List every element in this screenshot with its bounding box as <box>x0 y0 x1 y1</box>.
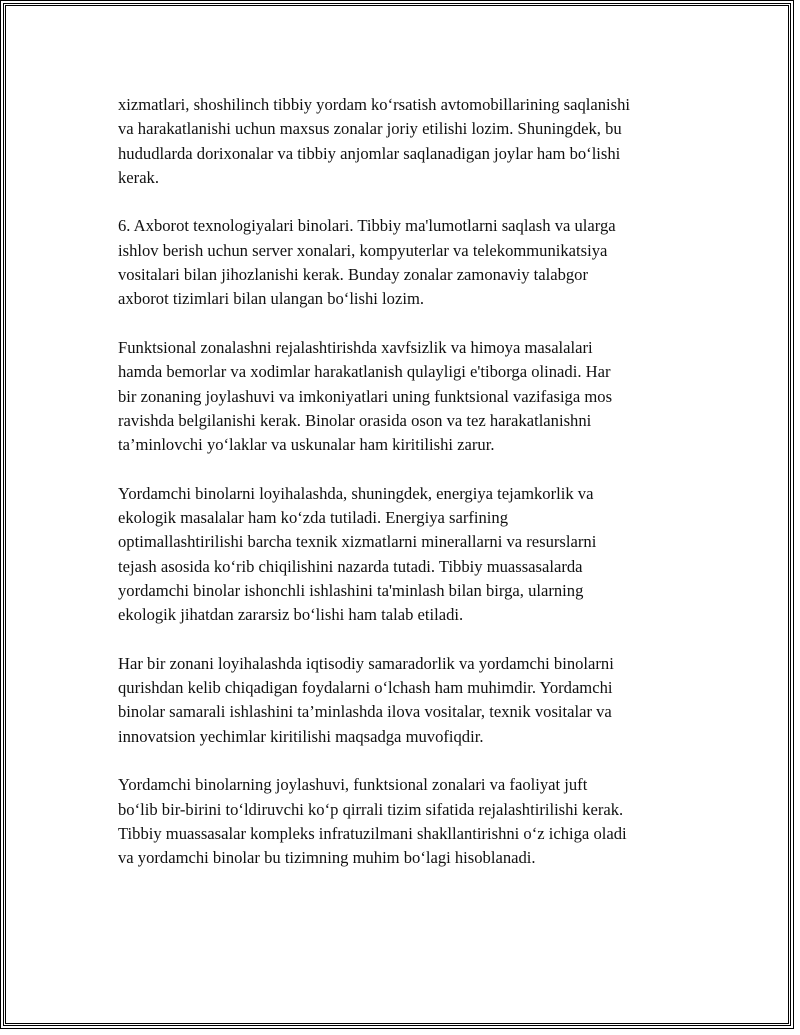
paragraph-3 <box>118 336 708 457</box>
text-line: hududlarda dorixonalar va tibbiy anjomlar saqlanadigan joylar ham bo‘lishi <box>118 143 621 163</box>
text-line: kerak. <box>118 167 159 187</box>
text-line: yordamchi binolar ishonchli ishlashini ta'minlash bilan birga, ularning <box>118 580 584 600</box>
text-line: innovatsion yechimlar kiritilishi maqsadga muvofiqdir. <box>118 726 484 746</box>
text-line: Funktsional zonalashni rejalashtirishda xavfsizlik va himoya masalalari <box>118 337 593 357</box>
text-line: ekologik jihatdan zararsiz bo‘lishi ham talab etiladi. <box>118 605 464 625</box>
text-line: vositalari bilan jihozlanishi kerak. Bunday zonalar zamonaviy talabgor <box>118 265 589 285</box>
text-line: tejash asosida ko‘rib chiqilishini nazarda tutadi. Tibbiy muassasalarda <box>118 556 583 576</box>
text-line: bir zonaning joylashuvi va imkoniyatlari uning funktsional vazifasiga mos <box>118 386 613 406</box>
text-line: ishlov berish uchun server xonalari, kompyuterlar va telekommunikatsiya <box>118 240 608 260</box>
text-line: ekologik masalalar ham ko‘zda tutiladi. Energiya sarfining <box>118 508 508 528</box>
paragraph-6 <box>118 773 708 870</box>
text-line: 6. Axborot texnologiyalari binolari. Tibbiy ma'lumotlarni saqlash va ularga <box>118 216 616 236</box>
text-line: ravishda belgilanishi kerak. Binolar orasida oson va tez harakatlanishni <box>118 410 592 430</box>
text-line: va harakatlanishi uchun maxsus zonalar joriy etilishi lozim. Shuningdek, bu <box>118 119 622 139</box>
text-line: va yordamchi binolar bu tizimning muhim bo‘lagi hisoblanadi. <box>118 848 536 868</box>
text-line: qurishdan kelib chiqadigan foydalarni o‘lchash ham muhimdir. Yordamchi <box>118 678 613 698</box>
text-line: Tibbiy muassasalar kompleks infratuzilmani shakllantirishni o‘z ichiga oladi <box>118 823 627 843</box>
text-line: xizmatlari, shoshilinch tibbiy yordam ko‘rsatish avtomobillarining saqlanishi <box>118 95 631 114</box>
paragraph-2 <box>118 214 708 311</box>
text-line: optimallashtirilishi barcha texnik xizmatlarni minerallarni va resurslarni <box>118 532 597 552</box>
text-line: Yordamchi binolarni loyihalashda, shuningdek, energiya tejamkorlik va <box>118 483 594 503</box>
paragraph-1 <box>118 93 708 190</box>
text-line: axborot tizimlari bilan ulangan bo‘lishi lozim. <box>118 289 424 309</box>
text-line: binolar samarali ishlashini ta’minlashda ilova vositalar, texnik vositalar va <box>118 702 612 722</box>
text-line: bo‘lib bir-birini to‘ldiruvchi ko‘p qirrali tizim sifatida rejalashtirilishi kerak. <box>118 799 624 819</box>
paragraph-5 <box>118 652 708 749</box>
text-line: hamda bemorlar va xodimlar harakatlanish qulayligi e'tiborga olinadi. Har <box>118 362 611 382</box>
document-body <box>118 93 708 895</box>
paragraph-4 <box>118 482 708 628</box>
text-line: Yordamchi binolarning joylashuvi, funktsional zonalari va faoliyat juft <box>118 775 588 795</box>
text-line: Har bir zonani loyihalashda iqtisodiy samaradorlik va yordamchi binolarni <box>118 653 614 673</box>
text-line: ta’minlovchi yo‘laklar va uskunalar ham kiritilishi zarur. <box>118 435 495 455</box>
